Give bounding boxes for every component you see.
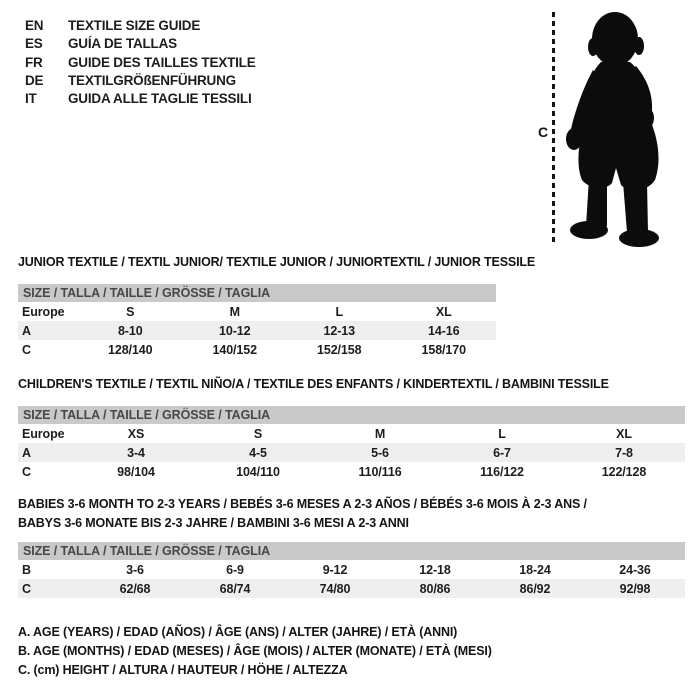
size-value: 92/98 [619, 581, 651, 596]
language-code: EN [25, 18, 44, 33]
language-code: ES [25, 36, 43, 52]
size-value: S [126, 304, 135, 319]
footnote-a: A. AGE (YEARS) / EDAD (AÑOS) / ÂGE (ANS) / ALTER (JAHRE) / ETÀ (ANNI) [18, 625, 458, 639]
size-value: 104/110 [236, 464, 280, 479]
row-label: C [22, 342, 31, 357]
size-value: 140/152 [212, 342, 257, 357]
language-row [25, 35, 256, 53]
table-row [18, 579, 685, 598]
footnotes [18, 623, 492, 680]
child-silhouette-icon [560, 8, 665, 250]
size-value: XL [616, 426, 632, 441]
table-row [18, 443, 685, 462]
height-measure-label: C [538, 124, 549, 140]
size-value: 9-12 [322, 562, 348, 577]
size-value: 10-12 [219, 323, 251, 338]
footnote-b: B. AGE (MONTHS) / EDAD (MESES) / ÂGE (MOIS) / ALTER (MONATE) / ETÀ (MESI) [18, 644, 492, 658]
language-code: FR [25, 54, 43, 70]
size-value: 3-4 [127, 445, 145, 460]
size-value: 98/104 [117, 464, 155, 479]
table-row [18, 462, 685, 481]
size-value: XS [127, 426, 145, 441]
size-table-children [18, 406, 685, 481]
size-value: 3-6 [126, 562, 144, 577]
size-value: 12-18 [419, 562, 451, 577]
row-label: A [22, 445, 31, 460]
height-measure-line [552, 12, 555, 245]
table-row [18, 340, 496, 359]
language-label: TEXTILE SIZE GUIDE [68, 18, 201, 33]
table-header-bar: SIZE / TALLA / TAILLE / GRÖSSE / TAGLIA [18, 406, 685, 424]
language-row [25, 17, 256, 35]
language-label: GUIDA ALLE TAGLIE TESSILI [68, 91, 252, 107]
size-value: 110/116 [358, 464, 402, 479]
size-value: M [374, 426, 386, 441]
size-value: 5-6 [371, 445, 389, 460]
language-label: GUIDE DES TAILLES TEXTILE [68, 54, 256, 70]
size-value: 86/92 [519, 581, 551, 596]
table-row [18, 560, 685, 579]
child-figure [530, 0, 700, 256]
row-label: Europe [22, 304, 65, 319]
language-label: GUÍA DE TALLAS [68, 36, 177, 52]
table-header-bar: SIZE / TALLA / TAILLE / GRÖSSE / TAGLIA [18, 284, 496, 302]
table-row [18, 321, 496, 340]
row-label: C [22, 581, 31, 596]
size-value: 8-10 [117, 323, 143, 338]
section-title: JUNIOR TEXTILE / TEXTIL JUNIOR/ TEXTILE JUNIOR / JUNIORTEXTIL / JUNIOR TESSILE [18, 255, 536, 269]
language-code: DE [25, 72, 44, 88]
size-value: 116/122 [480, 464, 524, 479]
size-value: 12-13 [323, 323, 355, 338]
section-title: BABIES 3-6 MONTH TO 2-3 YEARS / BEBÉS 3-6 MESES A 2-3 AÑOS / BÉBÉS 3-6 MOIS À 2-3 ANS / [18, 497, 587, 511]
size-value: 152/158 [317, 342, 362, 357]
section-junior [18, 253, 685, 359]
size-value: 128/140 [108, 342, 153, 357]
size-value: L [498, 426, 506, 441]
language-row [25, 90, 256, 108]
size-value: 7-8 [615, 445, 633, 460]
size-value: 122/128 [601, 464, 647, 479]
language-list [25, 17, 256, 108]
language-code: IT [25, 91, 37, 107]
table-row [18, 302, 496, 321]
size-value: L [335, 304, 344, 319]
footnote-c: C. (cm) HEIGHT / ALTURA / HAUTEUR / HÖHE / ALTEZZA [18, 663, 348, 677]
size-value: 68/74 [219, 581, 251, 596]
size-table-babies [18, 542, 685, 598]
size-value: S [253, 426, 263, 441]
row-label: A [22, 323, 31, 338]
size-value: M [229, 304, 240, 319]
size-value: 18-24 [519, 562, 551, 577]
size-value: 6-7 [493, 445, 511, 460]
section-title: CHILDREN'S TEXTILE / TEXTIL NIÑO/A / TEXTILE DES ENFANTS / KINDERTEXTIL / BAMBINI TESSILE [18, 377, 609, 391]
size-value: 24-36 [619, 562, 651, 577]
language-row [25, 54, 256, 72]
language-row [25, 72, 256, 90]
size-value: 6-9 [226, 562, 244, 577]
row-label: Europe [22, 426, 65, 441]
row-label: B [22, 562, 31, 577]
section-babies [18, 495, 685, 598]
size-value: 80/86 [419, 581, 451, 596]
size-value: 74/80 [319, 581, 351, 596]
size-table-junior [18, 284, 496, 359]
table-header-bar: SIZE / TALLA / TAILLE / GRÖSSE / TAGLIA [18, 542, 685, 560]
size-value: 4-5 [249, 445, 267, 460]
section-title: BABYS 3-6 MONATE BIS 2-3 JAHRE / BAMBINI 3-6 MESI A 2-3 ANNI [18, 516, 409, 530]
language-label: TEXTILGRÖßENFÜHRUNG [68, 72, 236, 88]
section-children [18, 375, 685, 481]
size-value: 62/68 [119, 581, 151, 596]
size-value: 158/170 [421, 342, 466, 357]
row-label: C [22, 464, 31, 479]
size-value: XL [435, 304, 452, 319]
size-value: 14-16 [428, 323, 460, 338]
table-row [18, 424, 685, 443]
